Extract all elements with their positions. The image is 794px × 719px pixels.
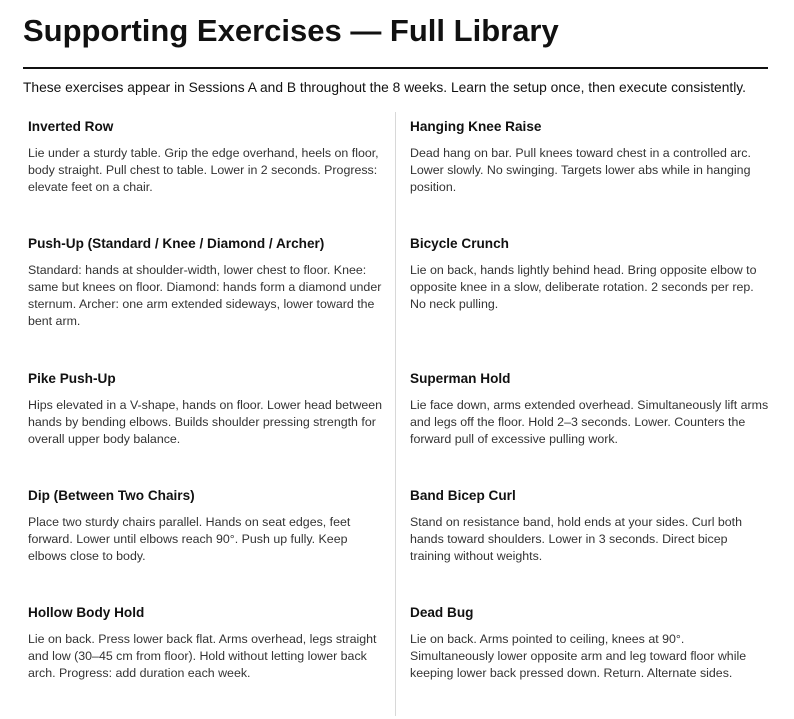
exercise-name: Hollow Body Hold [28,605,145,620]
exercise-description: Standard: hands at shoulder-width, lower chest to floor. Knee: same but knees on floor. Diamond: hands form a diamond under sternum. Archer: one arm extended sideways, lower toward the bent arm. [28,263,382,328]
exercise-description: Lie face down, arms extended overhead. Simultaneously lift arms and legs off the floor. Hold 2–3 seconds. Lower. Counters the forward pull of excessive pulling work. [410,398,769,446]
exercise-inverted-row [28,118,388,196]
exercise-name: Inverted Row [28,119,114,134]
exercise-dip [28,487,388,565]
column-divider [395,112,396,716]
exercise-name: Hanging Knee Raise [410,119,542,134]
exercise-description: Lie under a sturdy table. Grip the edge overhand, heels on floor, body straight. Pull chest to table. Lower in 2 seconds. Progress: elevate feet on a chair. [28,146,379,194]
exercise-name: Pike Push-Up [28,371,116,386]
title-divider [23,67,768,69]
exercise-name: Dead Bug [410,605,474,620]
page-title: Supporting Exercises — Full Library [23,13,559,48]
exercise-description: Lie on back. Arms pointed to ceiling, knees at 90°. Simultaneously lower opposite arm and leg toward floor while keeping lower back pressed down. Return. Alternate sides. [410,632,747,680]
exercise-push-up [28,235,388,330]
exercise-name: Dip (Between Two Chairs) [28,488,195,503]
exercise-band-bicep-curl [410,487,770,565]
exercise-description: Lie on back. Press lower back flat. Arms overhead, legs straight and low (30–45 cm from floor). Hold without letting lower back arch. Progress: add duration each week. [28,632,377,680]
exercise-name: Bicycle Crunch [410,236,509,251]
exercise-superman-hold [410,370,770,448]
exercise-name: Band Bicep Curl [410,488,516,503]
intro-text: These exercises appear in Sessions A and B throughout the 8 weeks. Learn the setup once, then execute consistently. [23,80,747,95]
exercise-hanging-knee-raise [410,118,770,196]
exercise-description: Hips elevated in a V-shape, hands on floor. Lower head between hands by bending elbows. Builds shoulder pressing strength for overall upper body balance. [28,398,383,446]
exercise-name: Superman Hold [410,371,511,386]
exercise-pike-push-up [28,370,388,448]
exercise-description: Lie on back, hands lightly behind head. Bring opposite elbow to opposite knee in a slow, deliberate rotation. 2 seconds per rep. No neck pulling. [410,263,757,311]
exercise-name: Push-Up (Standard / Knee / Diamond / Archer) [28,236,325,251]
exercise-description: Dead hang on bar. Pull knees toward chest in a controlled arc. Lower slowly. No swinging. Targets lower abs while in hanging position. [410,146,751,194]
exercise-description: Stand on resistance band, hold ends at your sides. Curl both hands toward shoulders. Lower in 3 seconds. Direct bicep training without weights. [410,515,743,563]
exercise-hollow-body-hold [28,604,388,682]
exercise-dead-bug [410,604,770,682]
exercise-bicycle-crunch [410,235,770,313]
exercise-description: Place two sturdy chairs parallel. Hands on seat edges, feet forward. Lower until elbows reach 90°. Push up fully. Keep elbows close to body. [28,515,351,563]
